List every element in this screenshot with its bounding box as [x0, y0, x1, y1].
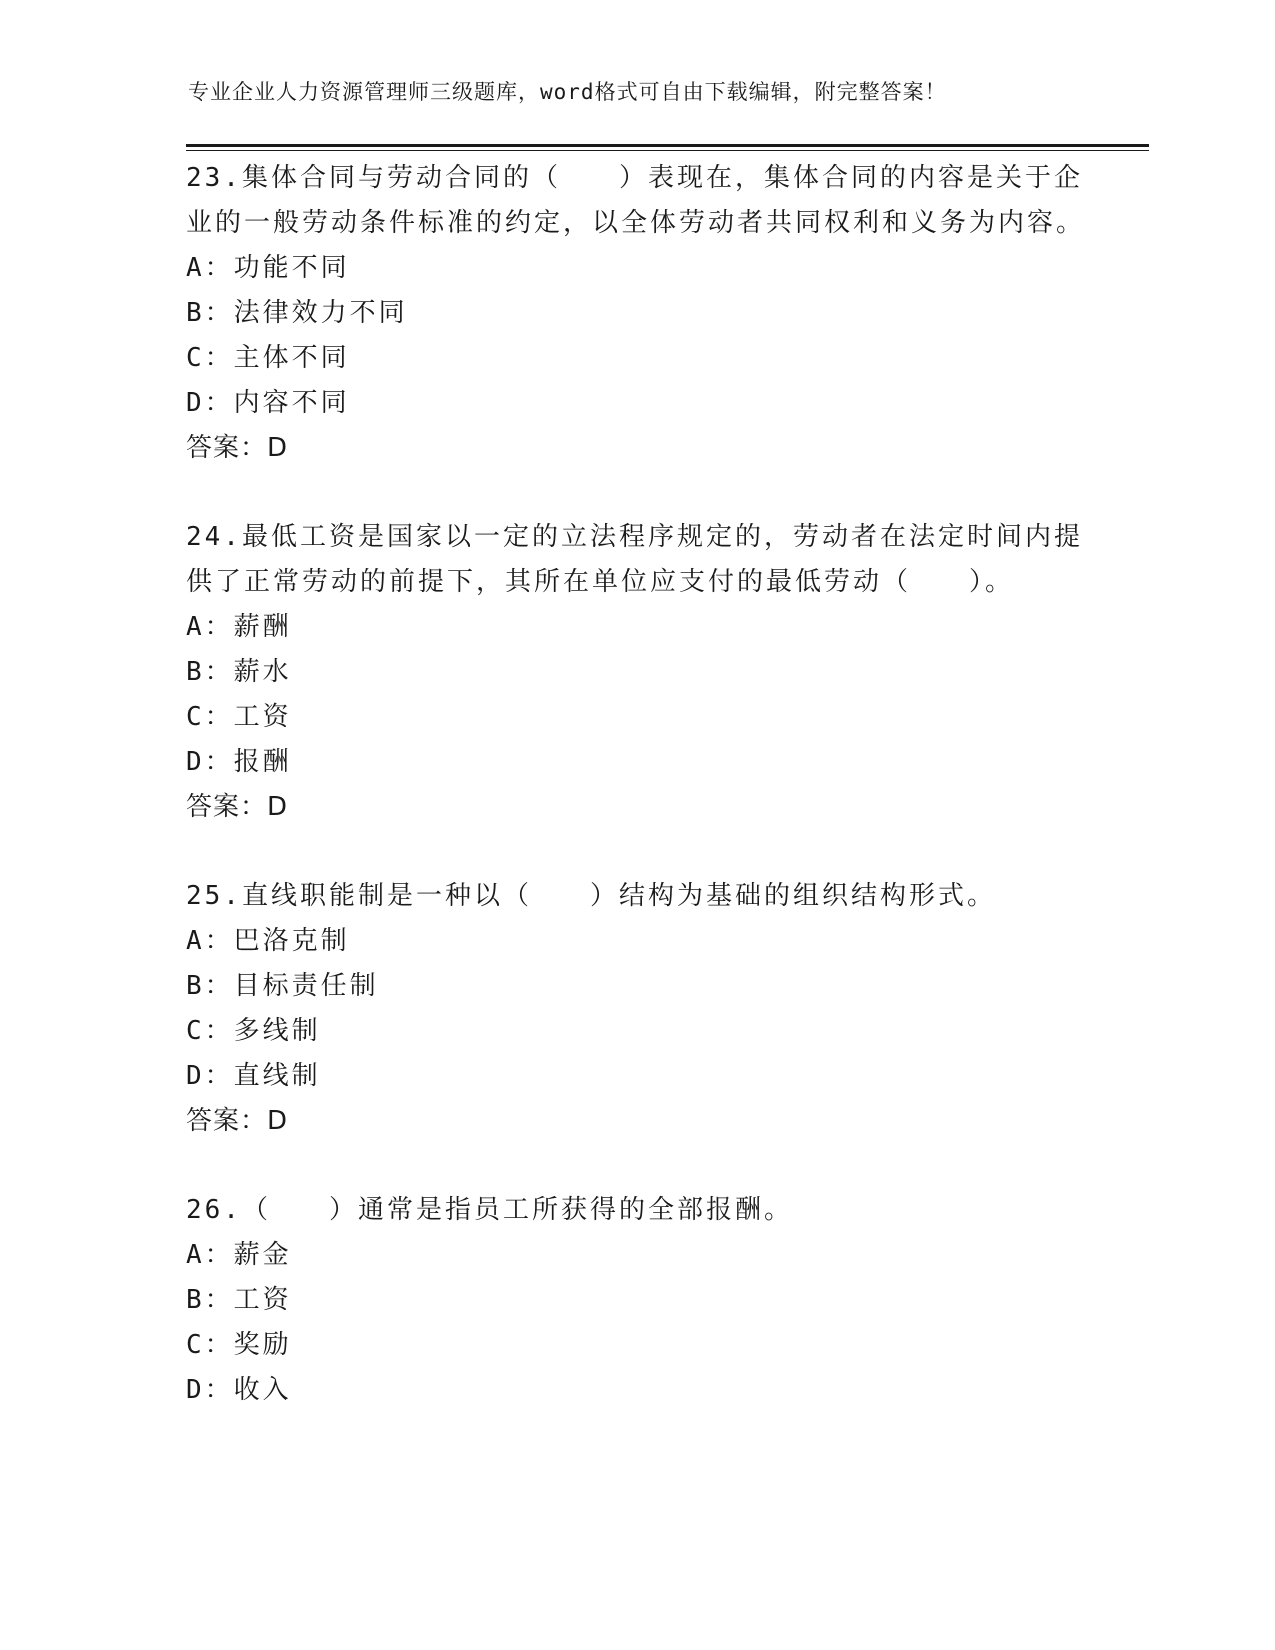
- option-a: A：功能不同: [186, 253, 350, 283]
- question-25: [186, 874, 1086, 1144]
- option-b: B：目标责任制: [186, 971, 379, 1001]
- document-header: 专业企业人力资源管理师三级题库，word格式可自由下载编辑，附完整答案！: [188, 80, 947, 104]
- question-stem: 26.（ ）通常是指员工所获得的全部报酬。: [186, 1195, 793, 1225]
- option-b: B：法律效力不同: [186, 298, 408, 328]
- question-26: [186, 1188, 1086, 1413]
- question-24: [186, 515, 1086, 830]
- option-c: C：奖励: [186, 1330, 292, 1360]
- answer-line: 答案：D: [186, 792, 289, 822]
- option-b: B：工资: [186, 1285, 292, 1315]
- question-list: [186, 156, 1086, 1457]
- option-c: C：工资: [186, 702, 292, 732]
- option-b: B：薪水: [186, 657, 292, 687]
- option-a: A：巴洛克制: [186, 926, 350, 956]
- question-stem: 23.集体合同与劳动合同的（ ）表现在，集体合同的内容是关于企业的一般劳动条件标准的约定，以全体劳动者共同权利和义务为内容。: [186, 163, 1086, 238]
- option-d: D：收入: [186, 1375, 292, 1405]
- question-stem: 25.直线职能制是一种以（ ）结构为基础的组织结构形式。: [186, 881, 996, 911]
- question-23: [186, 156, 1086, 471]
- option-c: C：多线制: [186, 1016, 321, 1046]
- option-d: D：报酬: [186, 747, 292, 777]
- option-a: A：薪酬: [186, 612, 292, 642]
- answer-line: 答案：D: [186, 433, 289, 463]
- answer-line: 答案：D: [186, 1106, 289, 1136]
- option-d: D：内容不同: [186, 388, 350, 418]
- header-divider-thin: [186, 150, 1149, 151]
- header-divider-thick: [186, 144, 1149, 147]
- question-stem: 24.最低工资是国家以一定的立法程序规定的，劳动者在法定时间内提供了正常劳动的前提下，其所在单位应支付的最低劳动（ ）。: [186, 522, 1083, 597]
- option-a: A：薪金: [186, 1240, 292, 1270]
- option-d: D：直线制: [186, 1061, 321, 1091]
- option-c: C：主体不同: [186, 343, 350, 373]
